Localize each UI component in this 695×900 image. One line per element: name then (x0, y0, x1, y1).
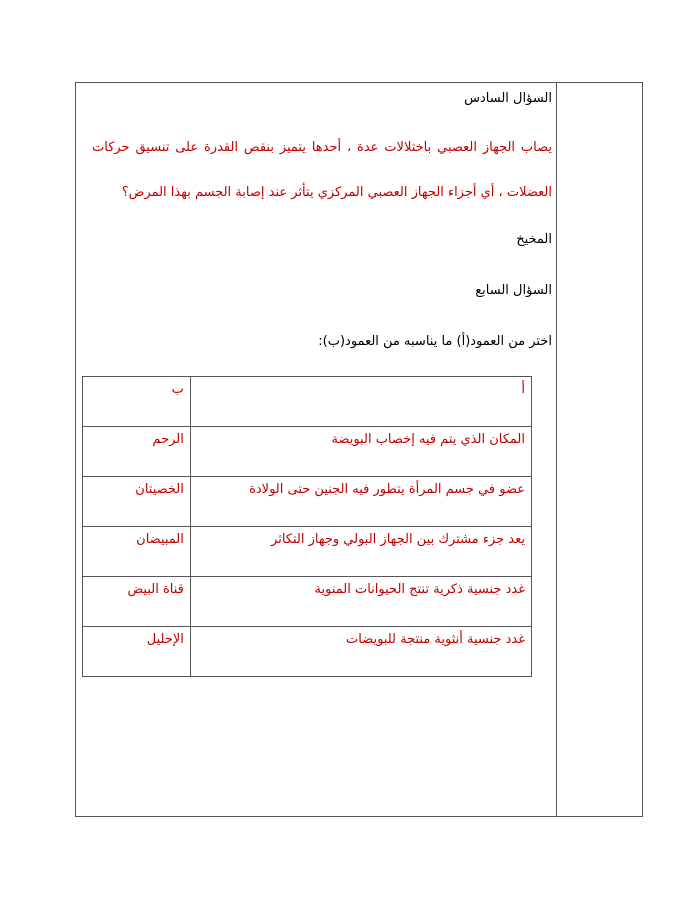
question-6-title: السؤال السادس (464, 91, 552, 106)
table-row (83, 477, 532, 527)
cell-column-b: الخصيتان (83, 477, 191, 527)
matching-table (82, 376, 532, 677)
table-row (83, 527, 532, 577)
table-row (83, 627, 532, 677)
table-row (83, 577, 532, 627)
question-7-title: السؤال السابع (475, 283, 552, 298)
cell-column-b: الرحم (83, 427, 191, 477)
cell-column-a: غدد جنسية ذكرية تنتج الحيوانات المنوية (190, 577, 531, 627)
question-6-answer: المخيخ (516, 232, 552, 247)
table-header-row (83, 377, 532, 427)
cell-column-b: الإحليل (83, 627, 191, 677)
table-row (83, 427, 532, 477)
header-column-b: ب (83, 377, 191, 427)
worksheet-content (80, 82, 552, 817)
cell-column-b: قناة البيض (83, 577, 191, 627)
cell-column-a: المكان الذي يتم فيه إخصاب البويضة (190, 427, 531, 477)
cell-column-a: غدد جنسية أنثوية منتجة للبويضات (190, 627, 531, 677)
margin-column-divider (556, 82, 557, 817)
cell-column-a: يعد جزء مشترك بين الجهاز البولي وجهاز التكاثر (190, 527, 531, 577)
cell-column-a: عضو في جسم المرأة يتطور فيه الجنين حتى الولادة (190, 477, 531, 527)
cell-column-b: المبيضان (83, 527, 191, 577)
question-7-instruction: اختر من العمود(أ) ما يناسبه من العمود(ب): (318, 334, 552, 349)
header-column-a: أ (190, 377, 531, 427)
question-6-text: يصاب الجهاز العصبي باختلالات عدة ، أحدها يتميز بنقص القدرة على تنسيق حركات العضلات ، أي أجزاء الجهاز العصبي المركزي يتأثر عند إصابة الجسم بهذا المرض؟ (92, 140, 552, 200)
